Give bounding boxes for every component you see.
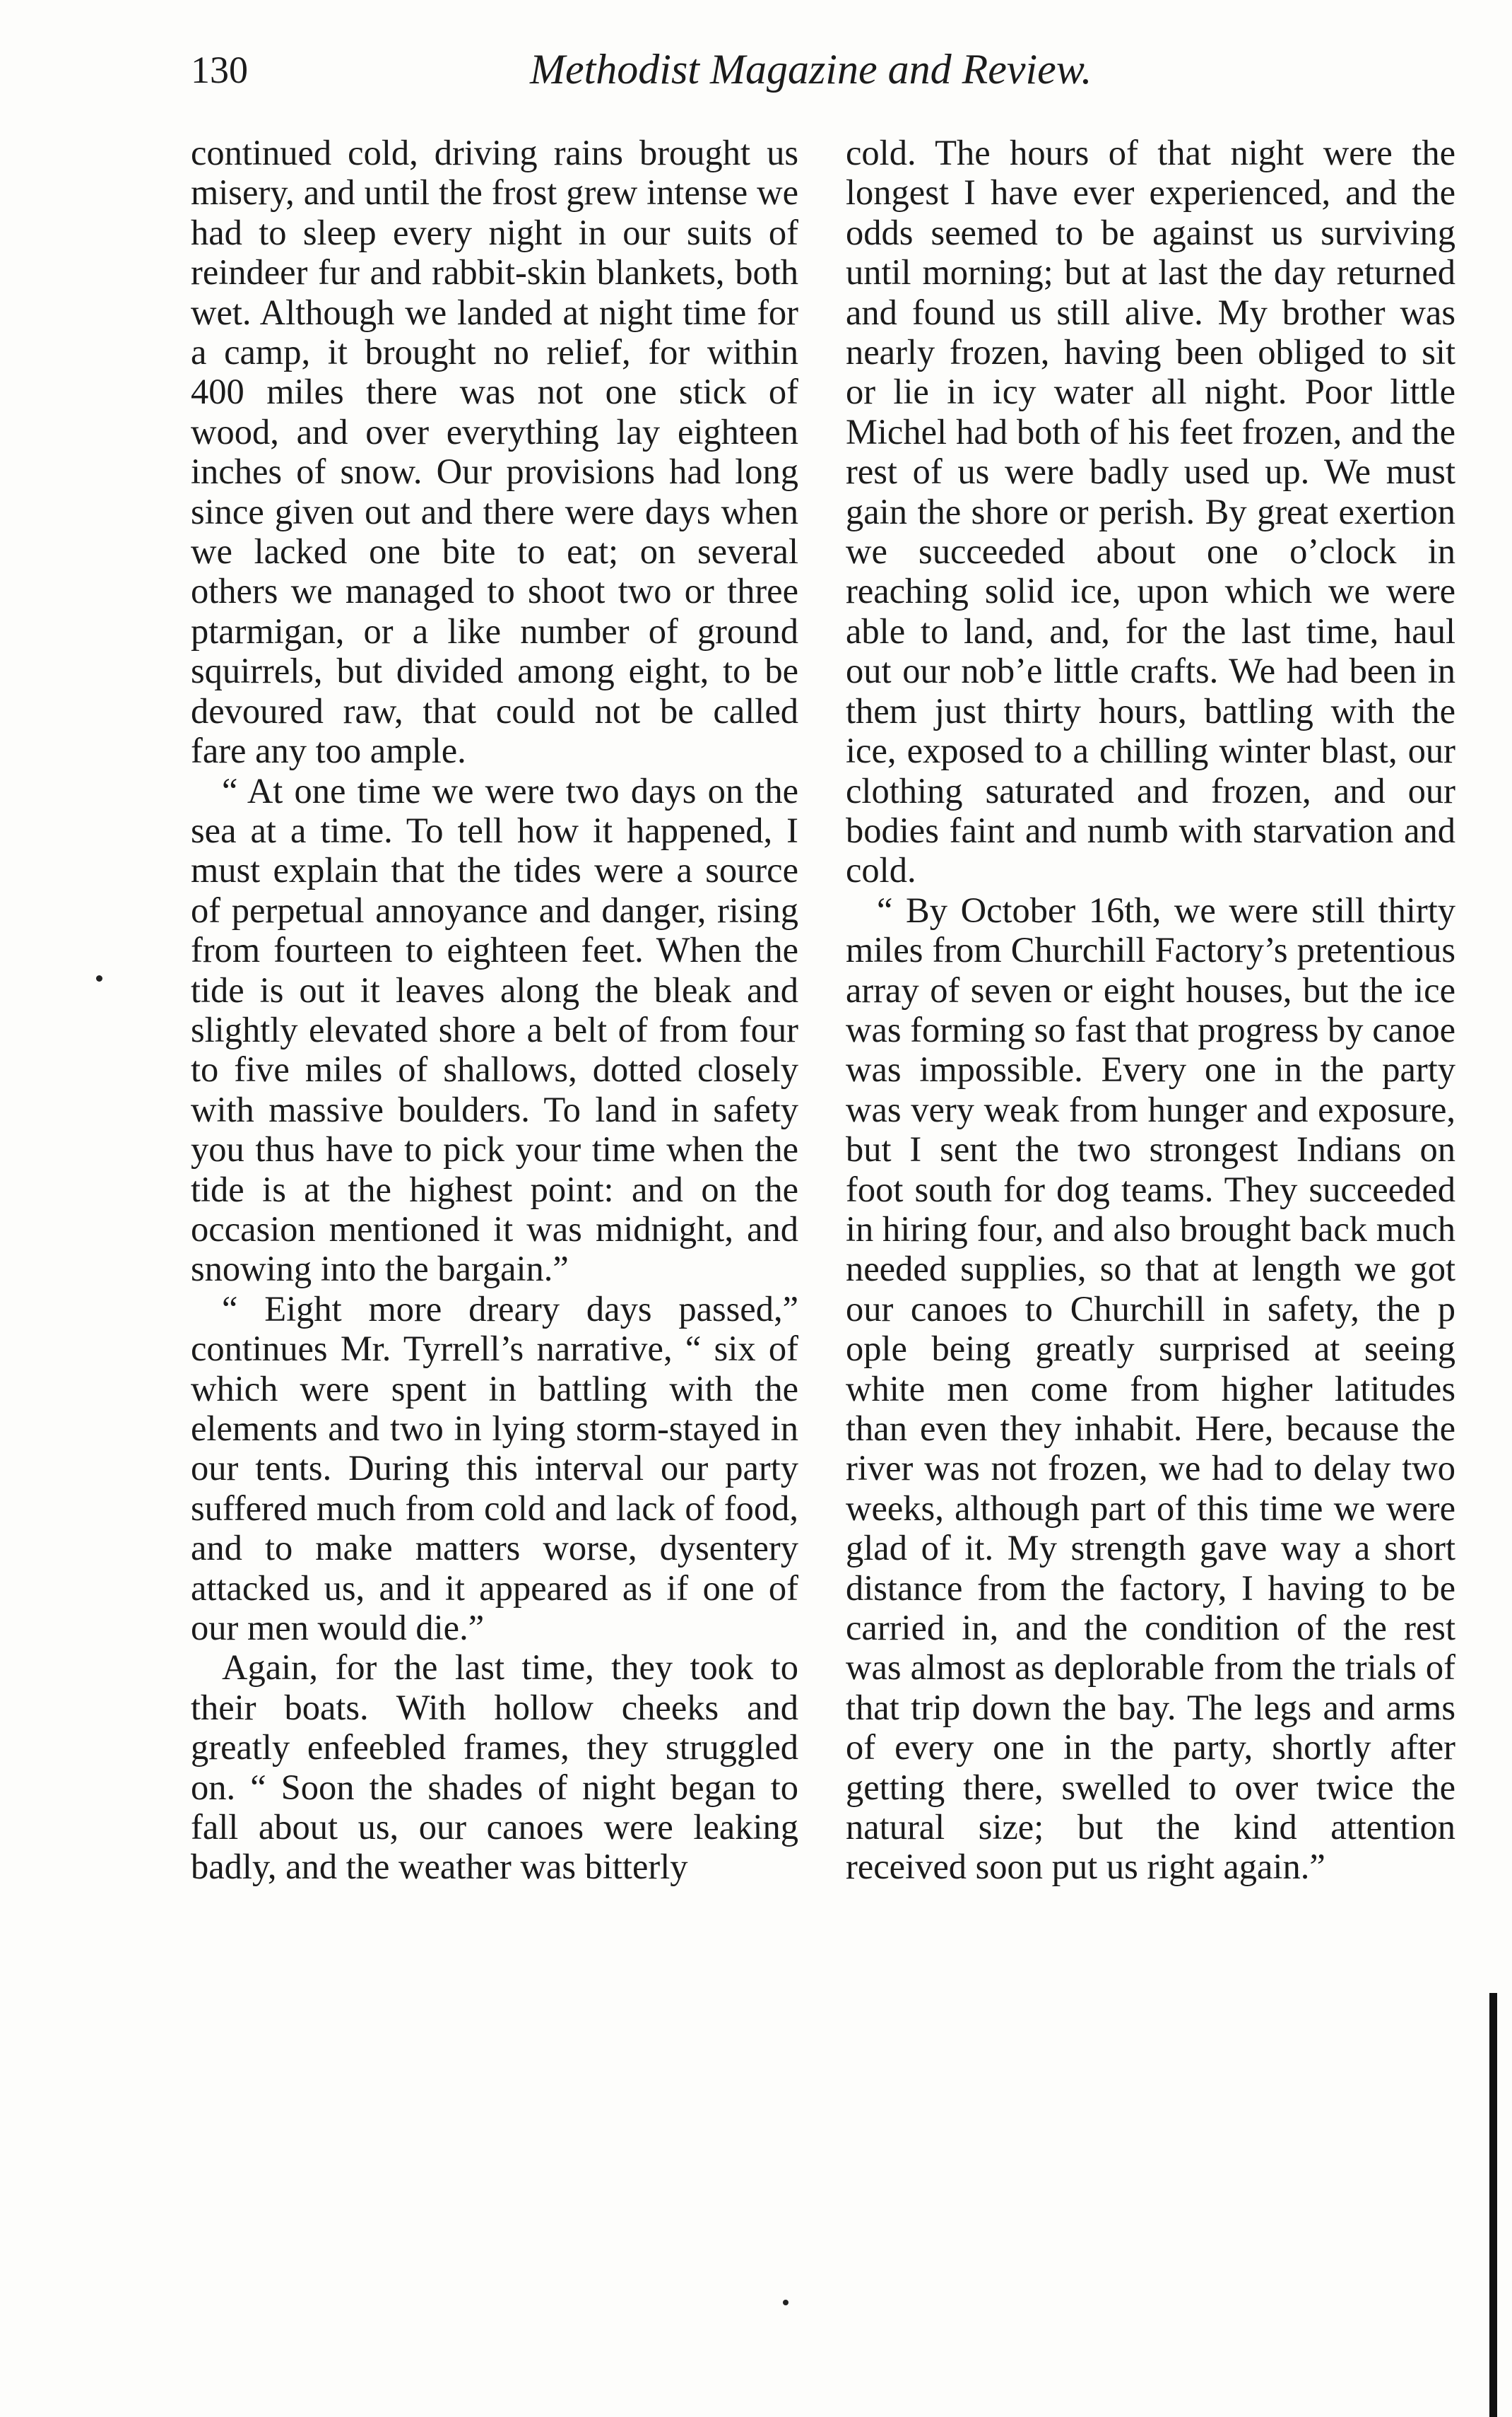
paragraph: cold. The hours of that night were the longest I have ever experienced, and the odds seemed to be against us surviving until morning; but at last the day returned and found us still alive. My brother was nearly frozen, having been obliged to sit or lie in icy water all night. Poor little Michel had both of his feet frozen, and the rest of us were badly used up. We must gain the shore or perish. By great exertion we succeeded about one o’clock in reaching solid ice, upon which we were able to land, and, for the last time, haul out our nob’e little crafts. We had been in them just thirty hours, battling with the ice, exposed to a chilling winter blast, our clothing saturated and frozen, and our bodies faint and numb with starvation and cold.	[846, 133, 1455, 890]
right-column	[846, 133, 1455, 1887]
paragraph: “ By October 16th, we were still thirty miles from Churchill Factory’s pretentious array of seven or eight houses, but the ice was forming so fast that progress by canoe was impossible. Every one in the party was very weak from hunger and exposure, but I sent the two strongest Indians on foot south for dog teams. They succeeded in hiring four, and also brought back much needed supplies, so that at length we got our canoes to Churchill in safety, the p ople being greatly surprised at seeing white men come from higher latitudes than even they inhabit. Here, because the river was not frozen, we had to delay two weeks, although part of this time we were glad of it. My strength gave way a short distance from the factory, I having to be carried in, and the condition of the rest was almost as deplorable from the trials of that trip down the bay. The legs and arms of every one in the party, shortly after getting there, swelled to over twice the natural size; but the kind attention received soon put us right again.”	[846, 890, 1455, 1887]
bottom-tick	[783, 2300, 789, 2305]
paragraph: continued cold, driving rains brought us misery, and until the frost grew intense we had to sleep every night in our suits of reindeer fur and rabbit-skin blankets, both wet. Although we landed at night time for a camp, it brought no relief, for within 400 miles there was not one stick of wood, and over everything lay eighteen inches of snow. Our provisions had long since given out and there were days when we lacked one bite to eat; on several others we managed to shoot two or three ptarmigan, or a like number of ground squirrels, but divided among eight, to be devoured raw, that could not be called fare any too ample.	[191, 133, 798, 771]
left-column	[191, 133, 798, 1887]
page-number: 130	[191, 49, 248, 91]
paragraph: Again, for the last time, they took to their boats. With hollow cheeks and greatly enfeebled frames, they struggled on. “ Soon the shades of night began to fall about us, our canoes were leaking badly, and the weather was bitterly	[191, 1647, 798, 1887]
paragraph: “ Eight more dreary days passed,” continues Mr. Tyrrell’s narrative, “ six of which were spent in battling with the elements and two in lying storm-stayed in our tents. During this interval our party suffered much from cold and lack of food, and to make matters worse, dysentery attacked us, and it appeared as if one of our men would die.”	[191, 1288, 798, 1648]
paragraph: “ At one time we were two days on the sea at a time. To tell how it happened, I must explain that the tides were a source of perpetual annoyance and danger, rising from fourteen to eighteen feet. When the tide is out it leaves along the bleak and slightly elevated shore a belt of from four to five miles of shallows, dotted closely with massive boulders. To land in safety you thus have to pick your time when the tide is at the highest point: and on the occasion mentioned it was midnight, and snowing into the bargain.”	[191, 770, 798, 1289]
margin-dot	[96, 975, 102, 982]
running-title: Methodist Magazine and Review.	[530, 46, 1092, 93]
binding-edge-rule	[1489, 1993, 1497, 2417]
page-header	[191, 40, 1392, 110]
